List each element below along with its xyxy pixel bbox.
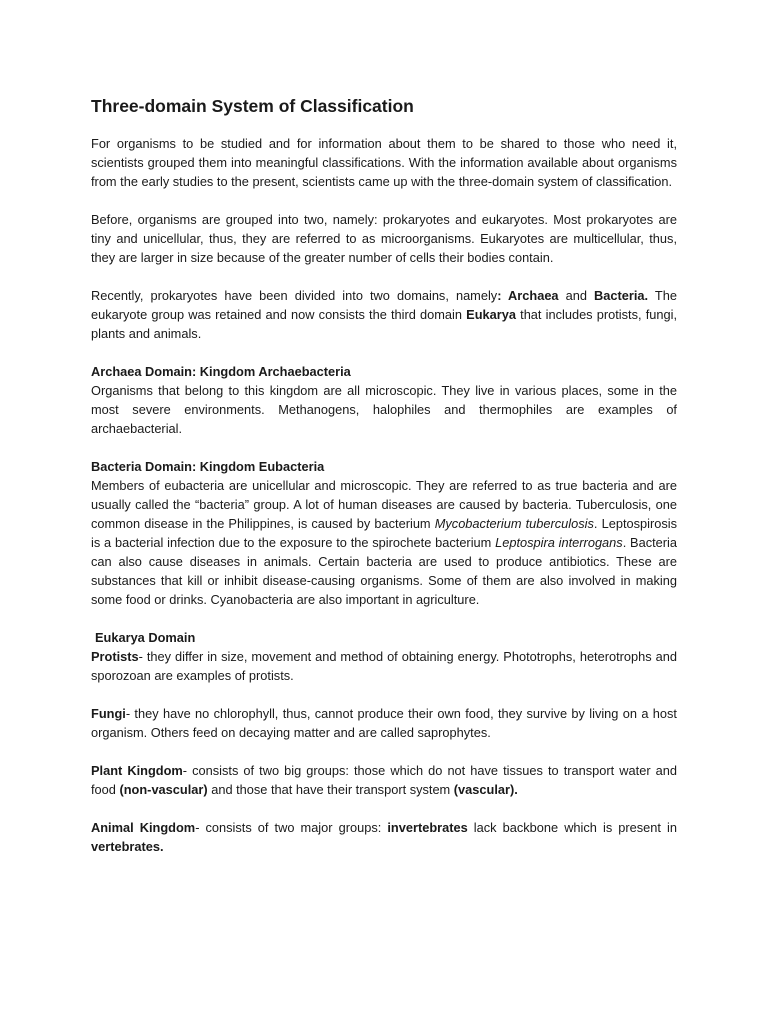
bacteria-section (91, 457, 677, 609)
term-plant-kingdom: Plant Kingdom (91, 763, 183, 778)
plant-text: - consists of two big groups: those which do not have tissues to transport water and food (91, 763, 677, 797)
bacteria-text: Members of eubacteria are unicellular and microscopic. They are referred to as true bacteria and are usually called the “bacteria” group. A lot of human diseases are caused by bacteria. Tuberculosis, one common disease in the Philippines, is caused by bacterium (91, 478, 677, 531)
eukarya-heading: Eukarya Domain (95, 630, 196, 645)
bacteria-text: . Leptospirosis is a bacterial infection due to the exposure to the spirochete bacterium (91, 516, 677, 550)
species-leptospira: Leptospira interrogans (495, 535, 623, 550)
intro-colon: : (497, 288, 509, 303)
archaea-text: Organisms that belong to this kingdom are all microscopic. They live in various places, some in the most severe environments. Methanogens, halophiles and thermophiles are examples of archaebacterial. (91, 383, 677, 436)
animal-text: lack backbone which is present in (467, 820, 677, 835)
eukarya-section (91, 628, 677, 685)
intro-text: that includes protists, fungi, plants and animals. (91, 307, 677, 341)
term-invertebrates: invertebrates (387, 820, 468, 835)
term-fungi: Fungi (91, 706, 126, 721)
bacteria-heading: Bacteria Domain: Kingdom Eubacteria (91, 459, 325, 474)
intro-paragraph-3 (91, 286, 677, 343)
intro-paragraph-1: For organisms to be studied and for information about them to be shared to those who need it, scientists grouped them into meaningful classifications. With the information available about organisms from the early studies to the present, scientists came up with the three-domain system of classification. (91, 136, 677, 189)
term-protists: Protists (91, 649, 139, 664)
plant-text: and those that have their transport system (207, 782, 454, 797)
term-vertebrates: vertebrates. (91, 839, 164, 854)
archaea-section (91, 362, 677, 438)
intro-text: and (558, 288, 595, 303)
animal-paragraph (91, 818, 677, 856)
intro-paragraph-2: Before, organisms are grouped into two, namely: prokaryotes and eukaryotes. Most prokaryotes are tiny and unicellular, thus, they are referred to as microorganisms. Eukaryotes are multicellular, thus, they are larger in size because of the greater number of cells their bodies contain. (91, 212, 677, 265)
term-eukarya: Eukarya (466, 307, 516, 322)
animal-text: - consists of two major groups: (195, 820, 388, 835)
species-mycobacterium: Mycobacterium tuberculosis (434, 516, 594, 531)
term-animal-kingdom: Animal Kingdom (91, 820, 196, 835)
fungi-text: - they have no chlorophyll, thus, cannot produce their own food, they survive by living on a host organism. Others feed on decaying matter and are called saprophytes. (91, 706, 677, 740)
term-non-vascular: (non-vascular) (119, 782, 208, 797)
term-vascular: (vascular). (453, 782, 518, 797)
fungi-paragraph (91, 704, 677, 742)
plant-paragraph (91, 761, 677, 799)
archaea-heading: Archaea Domain: Kingdom Archaebacteria (91, 364, 351, 379)
intro-text: The eukaryote group was retained and now consists the third domain (91, 288, 677, 322)
protists-text: - they differ in size, movement and method of obtaining energy. Phototrophs, heterotrophs and sporozoan are examples of protists. (91, 649, 677, 683)
document-page (91, 94, 677, 856)
term-archaea: Archaea (508, 288, 559, 303)
intro-text: Recently, prokaryotes have been divided into two domains, namely (91, 288, 498, 303)
term-bacteria: Bacteria. (594, 288, 649, 303)
page-title: Three-domain System of Classification (91, 96, 414, 116)
bacteria-text: . Bacteria can also cause diseases in animals. Certain bacteria are used to produce antibiotics. These are substances that kill or inhibit disease-causing organisms. Some of them are also involved in making some food or drinks. Cyanobacteria are also important in agriculture. (91, 535, 678, 607)
